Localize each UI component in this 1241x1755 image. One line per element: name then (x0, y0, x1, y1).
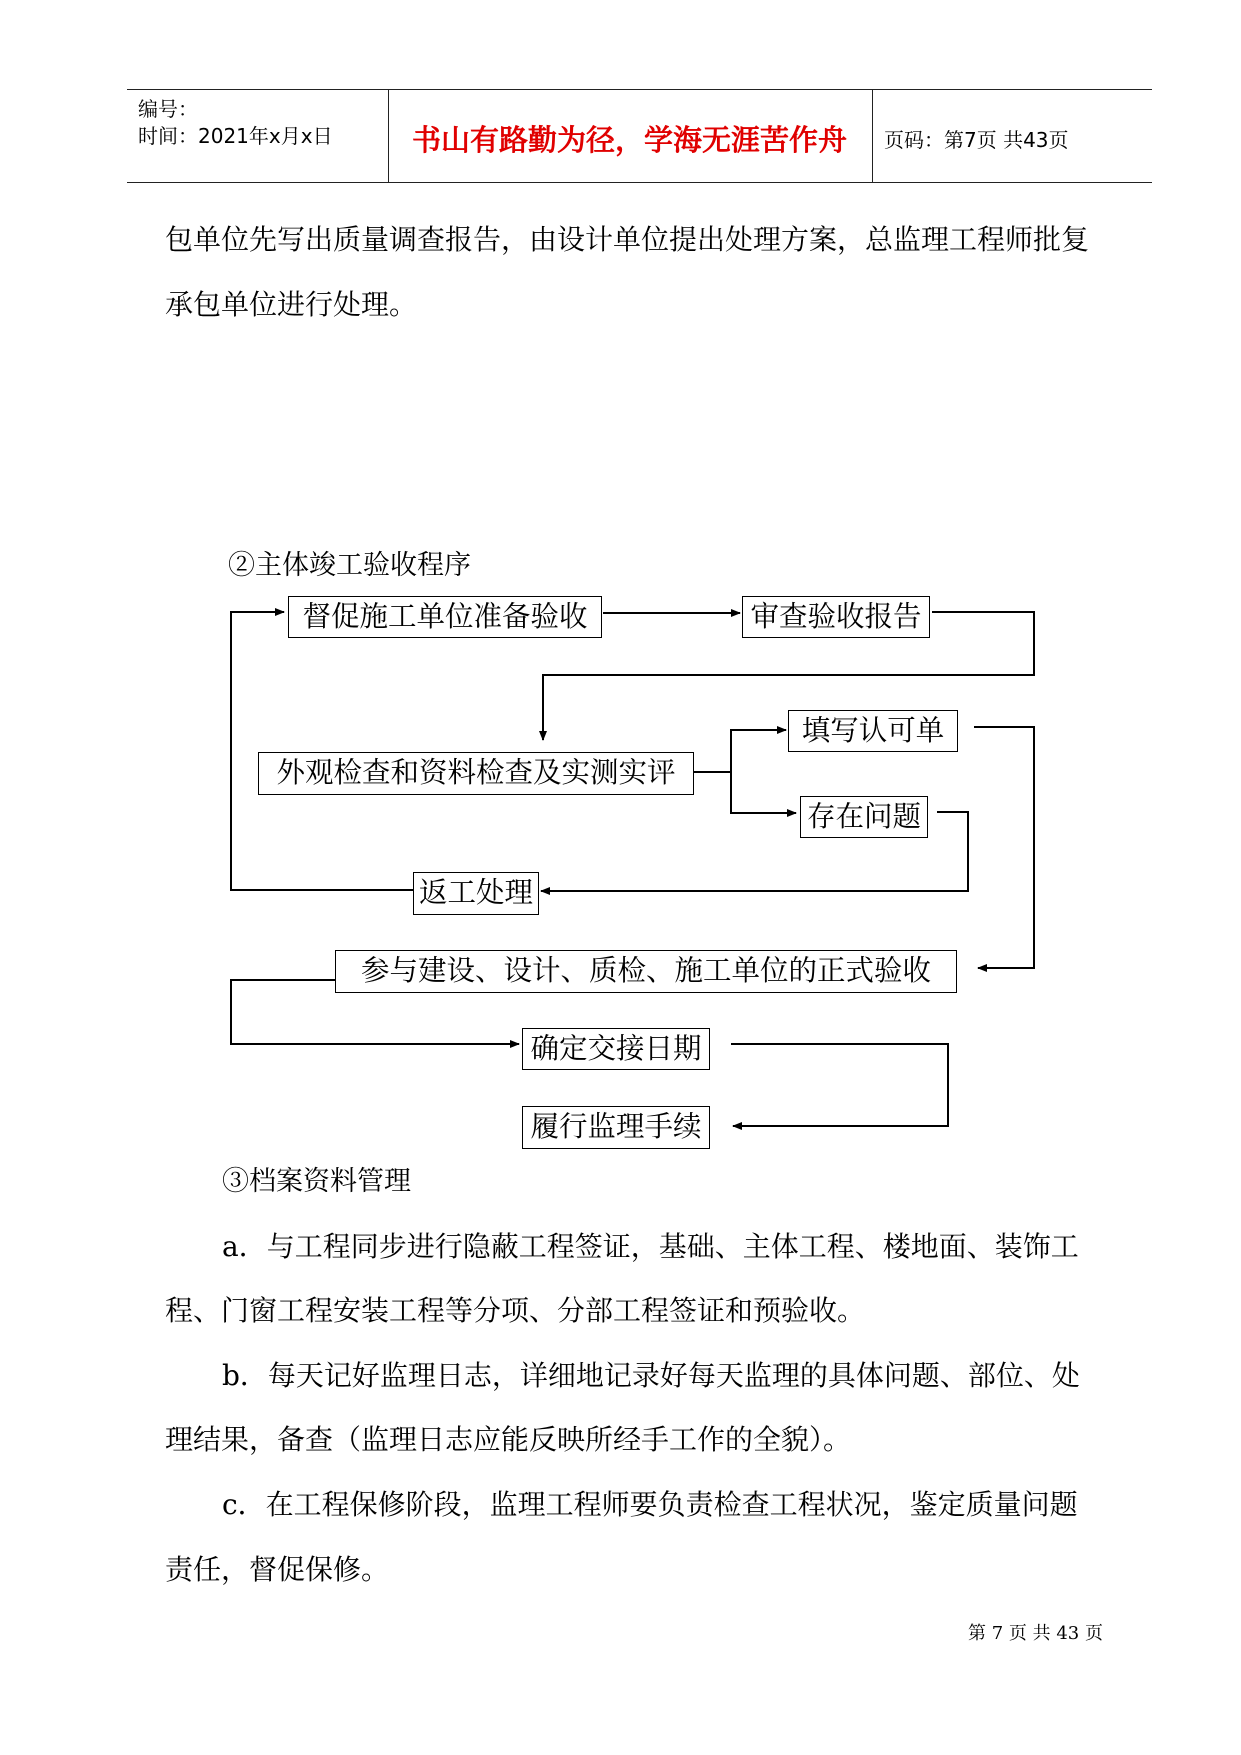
header-page-info: 页码：第7页 共43页 (884, 128, 1069, 152)
section3-item-c-line2: 责任，督促保修。 (165, 1553, 390, 1586)
flow-box-handover-date: 确定交接日期 (522, 1028, 710, 1070)
section3-item-c-line1: c．在工程保修阶段，监理工程师要负责检查工程状况，鉴定质量问题 (222, 1488, 1078, 1521)
flow-box-rework: 返工处理 (413, 872, 539, 915)
intro-line-2: 承包单位进行处理。 (165, 288, 418, 321)
flow-box-supervision-procedure: 履行监理手续 (522, 1106, 710, 1149)
flow-box-formal-acceptance: 参与建设、设计、质检、施工单位的正式验收 (335, 950, 957, 993)
section3-item-b-line2: 理结果，备查（监理日志应能反映所经手工作的全貌）。 (165, 1423, 852, 1456)
header-time-label: 时间：2021年x月x日 (138, 124, 333, 148)
flow-box-inspection: 外观检查和资料检查及实测实评 (258, 752, 694, 795)
flow-box-problems: 存在问题 (800, 796, 928, 838)
flow-box-review-report: 审查验收报告 (742, 596, 930, 638)
section3-title: ③档案资料管理 (222, 1166, 411, 1197)
section3-item-b-line1: b．每天记好监理日志，详细地记录好每天监理的具体问题、部位、处 (222, 1359, 1080, 1392)
header-number-label: 编号： (138, 97, 198, 121)
section3-item-a-line2: 程、门窗工程安装工程等分项、分部工程签证和预验收。 (165, 1294, 866, 1327)
flow-box-fill-approval: 填写认可单 (788, 710, 958, 752)
intro-line-1: 包单位先写出质量调查报告，由设计单位提出处理方案，总监理工程师批复 (165, 223, 1090, 256)
page-footer: 第 7 页 共 43 页 (968, 1623, 1103, 1644)
flow-box-urge-acceptance: 督促施工单位准备验收 (288, 596, 602, 638)
section2-title: ②主体竣工验收程序 (228, 550, 471, 581)
header-motto: 书山有路勤为径，学海无涯苦作舟 (412, 123, 848, 157)
section3-item-a-line1: a．与工程同步进行隐蔽工程签证，基础、主体工程、楼地面、装饰工 (222, 1230, 1079, 1263)
